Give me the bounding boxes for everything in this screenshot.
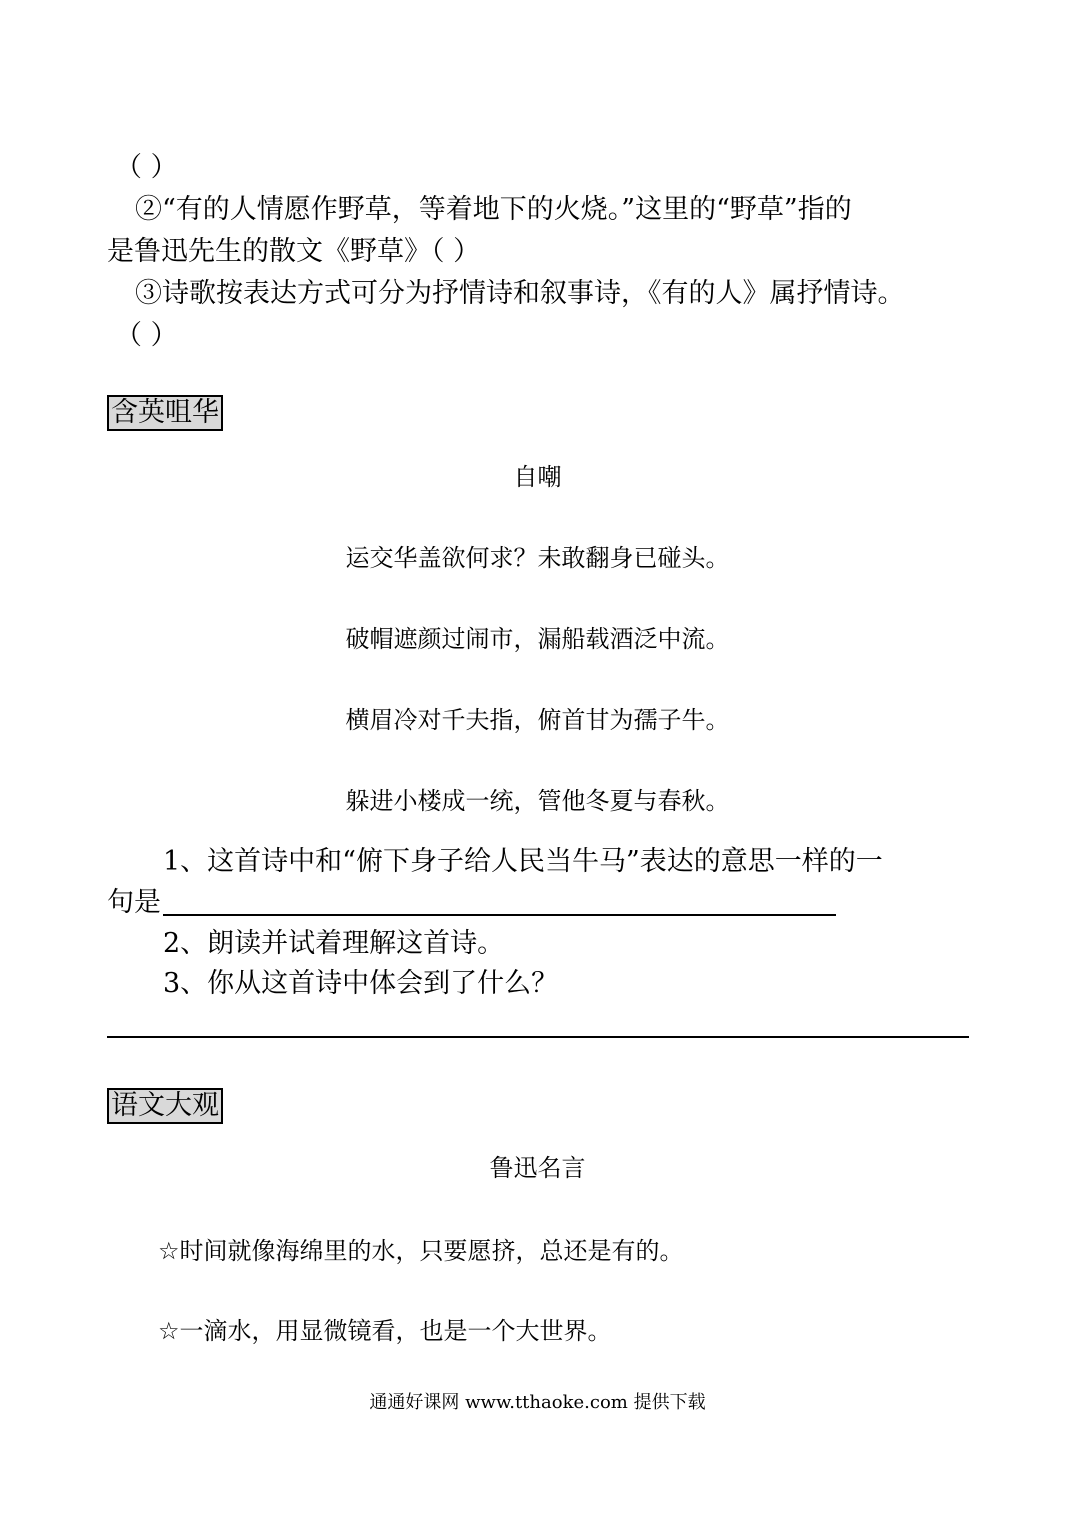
quotes-title: 鲁迅名言 [489, 1154, 586, 1182]
quote-2: ☆一滴水，用显微镜看，也是一个大世界。 [158, 1317, 612, 1345]
answer-paren-3: （ ） [115, 320, 178, 351]
poem-line-2: 破帽遮颜过闹市，漏船载酒泛中流。 [345, 625, 730, 653]
footer-text: 通通好课网 www.tthaoke.com 提供下载 [369, 1392, 706, 1413]
question-item-2-line1: ②“有的人情愿作野草，等着地下的火烧。”这里的“野草”指的 [135, 194, 852, 225]
question-item-2-line2: 是鲁迅先生的散文《野草》（ ） [107, 236, 481, 267]
answer-paren-1: （ ） [115, 152, 178, 183]
section-label-hanying: 含英咀华 [107, 395, 223, 431]
question-1-line2: 句是 [107, 887, 161, 918]
question-item-3-line1: ③诗歌按表达方式可分为抒情诗和叙事诗，《有的人》属抒情诗。 [135, 278, 905, 309]
poem-line-4: 躲进小楼成一统，管他冬夏与春秋。 [345, 787, 730, 815]
question-3: 3、你从这首诗中体会到了什么？ [163, 968, 559, 999]
section-label-yuwen: 语文大观 [107, 1088, 223, 1124]
poem-line-1: 运交华盖欲何求？未敢翻身已碰头。 [345, 544, 730, 572]
answer-blank-1[interactable] [163, 914, 836, 916]
quote-1: ☆时间就像海绵里的水，只要愿挤，总还是有的。 [158, 1237, 684, 1265]
question-1-line1: 1、这首诗中和“俯下身子给人民当牛马”表达的意思一样的一 [163, 846, 883, 877]
poem-line-3: 横眉冷对千夫指，俯首甘为孺子牛。 [345, 706, 730, 734]
poem-title: 自嘲 [513, 463, 562, 491]
question-2: 2、朗读并试着理解这首诗。 [163, 928, 505, 959]
answer-blank-3[interactable] [107, 1036, 969, 1038]
